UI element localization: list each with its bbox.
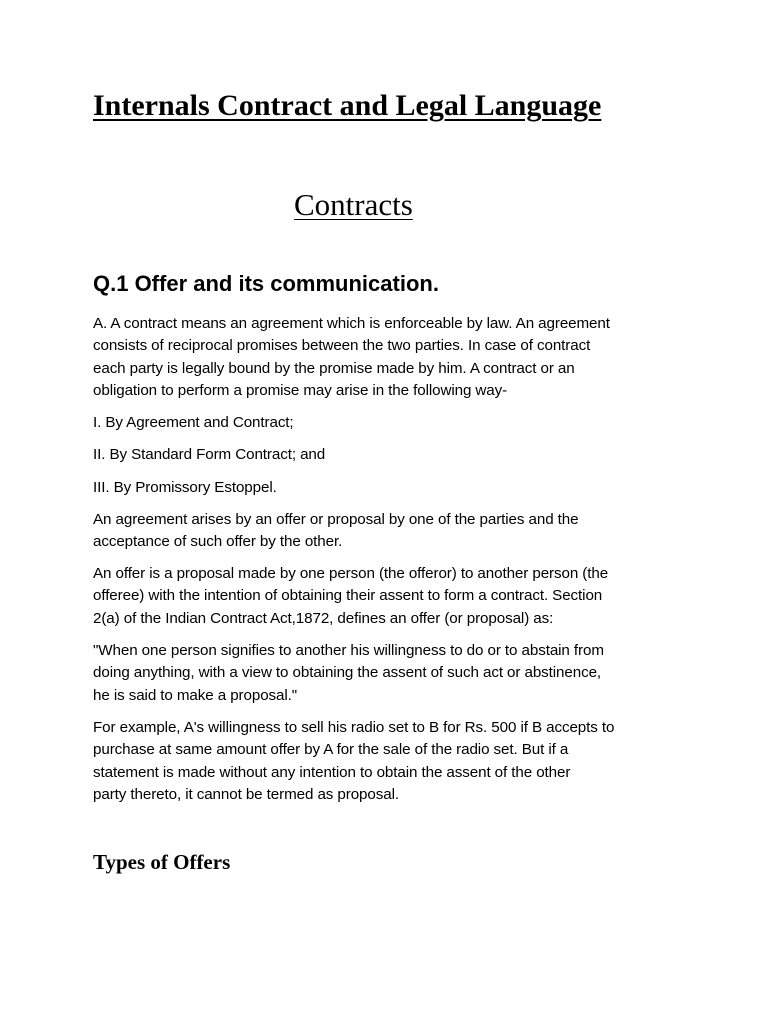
list-item-promissory-estoppel <box>93 477 683 499</box>
paragraph-line: An agreement arises by an offer or proposal by one of the parties and the <box>93 511 579 528</box>
section-title: Contracts <box>294 187 413 222</box>
paragraph-line: An offer is a proposal made by one person (the offeror) to another person (the <box>93 565 609 582</box>
list-item-text: II. By Standard Form Contract; and <box>93 446 326 463</box>
paragraph-agreement-arises <box>93 509 683 554</box>
list-item-standard-form <box>93 444 683 466</box>
document-title: Internals Contract and Legal Language <box>93 89 602 122</box>
list-item-agreement <box>93 412 683 434</box>
list-item-text: I. By Agreement and Contract; <box>93 414 294 431</box>
paragraph-line: A. A contract means an agreement which is enforceable by law. An agreement <box>93 315 610 332</box>
paragraph-line: he is said to make a proposal." <box>93 686 298 704</box>
paragraph-line: offeree) with the intention of obtaining their assent to form a contract. Section <box>93 587 603 605</box>
paragraph-line: each party is legally bound by the promise made by him. A contract or an <box>93 359 575 377</box>
paragraph-line: "When one person signifies to another his willingness to do or to abstain from <box>93 642 604 659</box>
paragraph-line: consists of reciprocal promises between the two parties. In case of contract <box>93 337 591 355</box>
paragraph-contract-definition <box>93 313 683 403</box>
paragraph-quotation <box>93 640 683 707</box>
paragraph-example <box>93 717 683 807</box>
list-item-text: III. By Promissory Estoppel. <box>93 479 277 496</box>
paragraph-line: 2(a) of the Indian Contract Act,1872, defines an offer (or proposal) as: <box>93 609 554 627</box>
paragraph-line: statement is made without any intention to obtain the assent of the other <box>93 763 571 781</box>
paragraph-line: For example, A's willingness to sell his radio set to B for Rs. 500 if B accepts to <box>93 719 615 736</box>
paragraph-line: doing anything, with a view to obtaining the assent of such act or abstinence, <box>93 664 602 682</box>
paragraph-line: party thereto, it cannot be termed as proposal. <box>93 786 399 804</box>
paragraph-line: obligation to perform a promise may arise in the following way- <box>93 382 508 400</box>
question-heading: Q.1 Offer and its communication. <box>93 271 439 296</box>
paragraph-offer-definition <box>93 563 683 630</box>
paragraph-line: purchase at same amount offer by A for the sale of the radio set. But if a <box>93 741 569 759</box>
paragraph-line: acceptance of such offer by the other. <box>93 533 343 551</box>
types-of-offers-heading: Types of Offers <box>93 850 231 874</box>
